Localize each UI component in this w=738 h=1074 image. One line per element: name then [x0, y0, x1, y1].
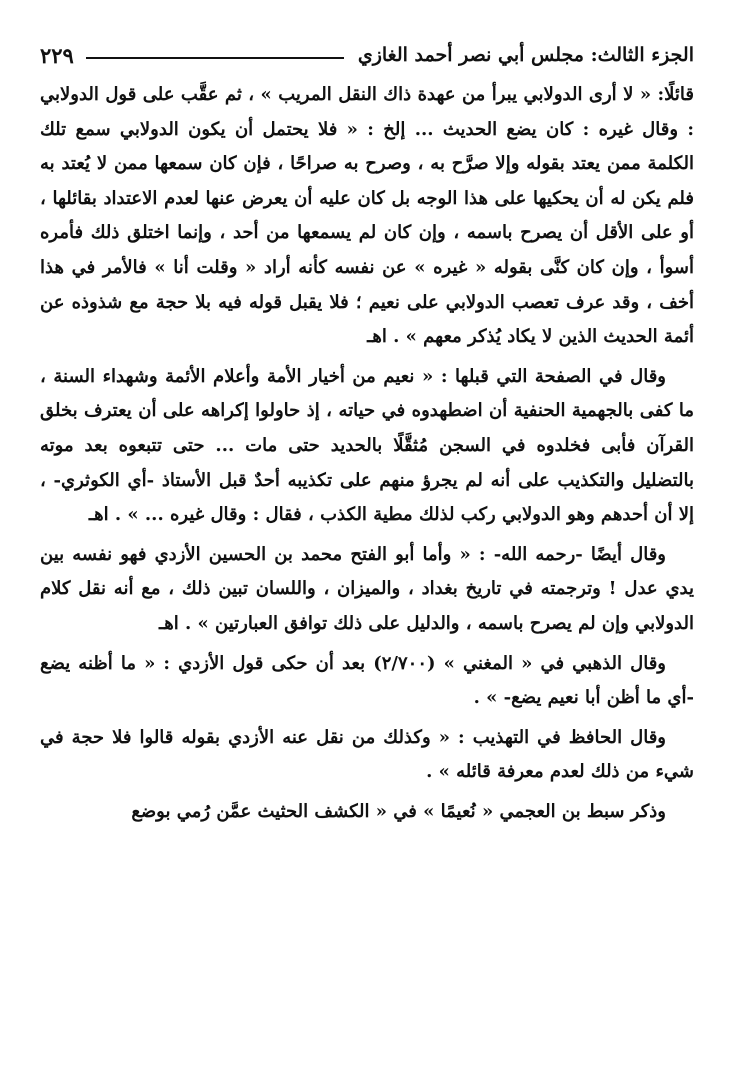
paragraph-5: وقال الحافظ في التهذيب : « وكذلك من نقل عنه الأزدي بقوله قالوا فلا حجة في شيء من ذلك لعدم معرفة قائله » .: [40, 726, 694, 783]
paragraph-2: وقال في الصفحة التي قبلها : « نعيم من أخيار الأمة وأعلام الأئمة وشهداء السنة ، ما كفى بالجهمية الحنفية أن اضطهدوه في حياته ، إذ حاولوا إكراهه على أن يعترف بخلق القرآن فأبى فخلدوه في السجن مُثقَّلًا بالحديد حتى مات ... حتى تتبعوه بعد موته بالتضليل والتكذيب على أنه لم يجرؤ منهم على تكذيبه أحدٌ قبل الأستاذ -أي الكوثري- ، إلا أن أحدهم وهو الدولابي ركب لذلك مطية الكذب ، فقال : وقال غيره ... » . اهـ: [40, 365, 694, 526]
paragraph-1: قائلًا: « لا أرى الدولابي يبرأ من عهدة ذاك النقل المريب » ، ثم عقَّب على قول الدولابي : وقال غيره : كان يضع الحديث ... إلخ : « فلا يحتمل أن يكون الدولابي سمع تلك الكلمة ممن يعتد بقوله وإلا صرَّح به ، وصرح به صراحًا ، فإن كان سمعها ممن لا يُعتد به فلم يكن له أن يحكيها على هذا الوجه بل كان عليه أن يعرض عنها لعدم الاعتداد بقائلها ، أو على الأقل أن يصرح باسمه ، وإن كان لم يسمعها من أحد ، وإنما اختلق ذلك فأمره أسوأ ، وإن كان كنَّى بقوله « غيره » عن نفسه كأنه أراد « وقلت أنا » فالأمر في هذا أخف ، وقد عرف تعصب الدولابي على نعيم ؛ فلا يقبل قوله فيه بلا حجة مع شذوذه عن أئمة الحديث الذين لا يكاد يُذكر معهم » . اهـ: [40, 84, 694, 348]
paragraph-3: وقال أيضًا -رحمه الله- : « وأما أبو الفتح محمد بن الحسين الأزدي فهو نفسه بين يدي عدل ! وترجمته في تاريخ بغداد ، والميزان ، واللسان تبين ذلك ، مع أنه نقل كلام الدولابي وإن لم يصرح باسمه ، والدليل على ذلك توافق العبارتين » . اهـ: [40, 543, 694, 634]
paragraph-4: وقال الذهبي في « المغني » (٢/٧٠٠) بعد أن حكى قول الأزدي : « ما أظنه يضع -أي ما أظن أبا نعيم يضع- » .: [40, 652, 694, 709]
document-body: [40, 78, 694, 829]
paragraph-6: وذكر سبط بن العجمي « نُعيمًا » في « الكشف الحثيث عمَّن رُمي بوضع: [131, 800, 666, 822]
running-title: الجزء الثالث: مجلس أبي نصر أحمد الغازي: [357, 44, 694, 66]
page-header: [40, 38, 694, 72]
page-number: ٢٢٩: [40, 42, 74, 68]
header-rule: [86, 57, 344, 59]
